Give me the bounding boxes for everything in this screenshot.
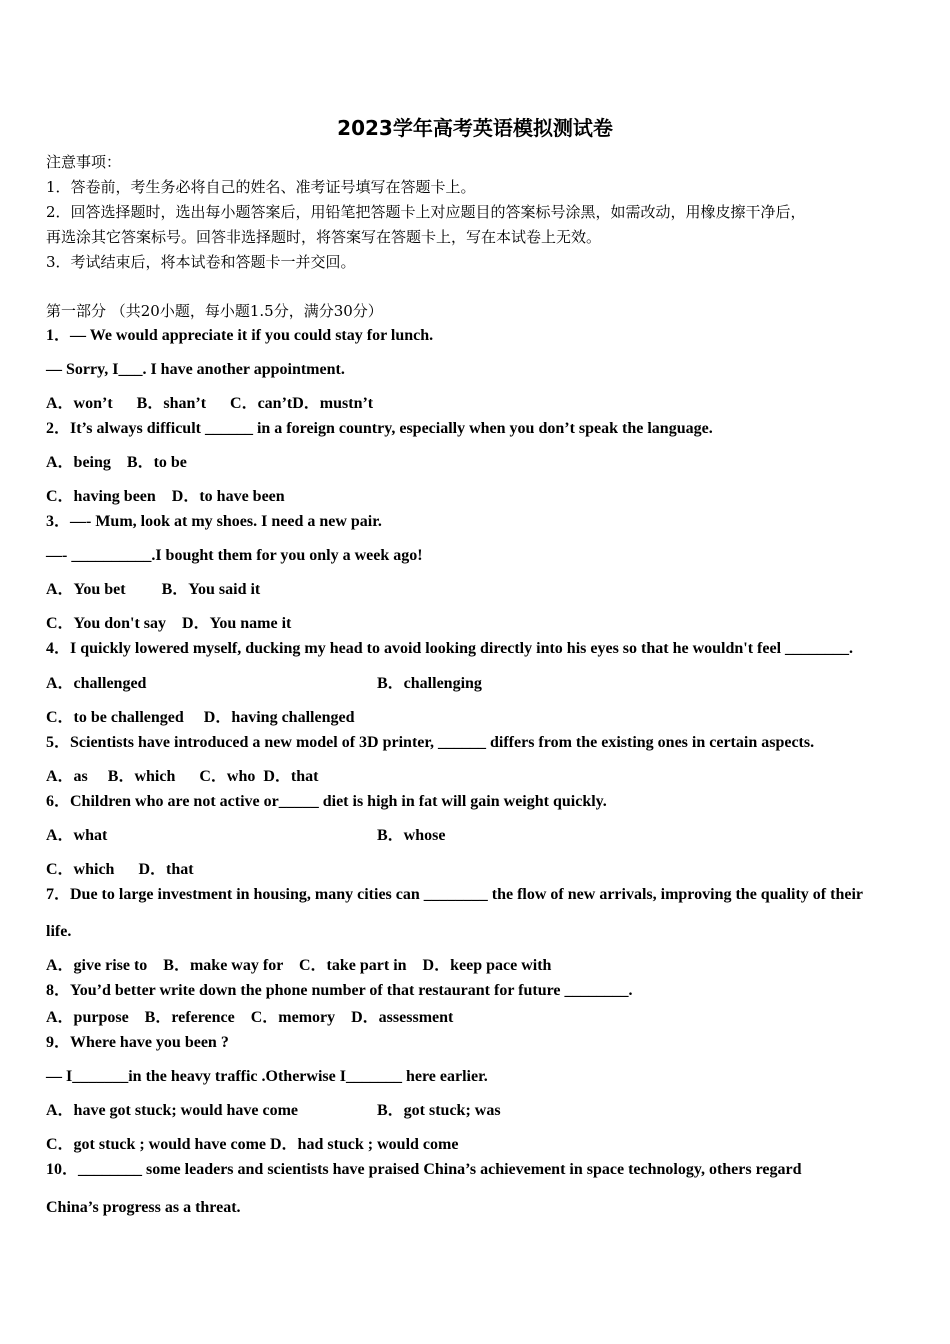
question-9-options-row2: C．got stuck ; would have come D．had stuck ; would come — [46, 1136, 459, 1153]
question-6-stem: 6．Children who are not active or_____ diet is high in fat will gain weight quickly. — [46, 793, 607, 810]
question-2-stem: 2．It’s always difficult ______ in a foreign country, especially when you don’t speak the language. — [46, 420, 713, 437]
question-3-stem: 3．—- Mum, look at my shoes. I need a new pair. — [46, 513, 382, 530]
question-6-option-b: B．whose — [377, 827, 446, 844]
question-2-options-row1: A．being B．to be — [46, 454, 187, 471]
question-8-stem: 8．You’d better write down the phone number of that restaurant for future ________. — [46, 982, 633, 999]
question-10-stem: 10．________ some leaders and scientists have praised China’s achievement in space technology, others regard — [46, 1161, 802, 1178]
question-4-option-a: A．challenged — [46, 675, 147, 692]
question-9-option-b: B．got stuck; was — [377, 1102, 501, 1119]
notice-item: 3．考试结束后，将本试卷和答题卡一并交回。 — [46, 253, 356, 271]
question-8-options: A．purpose B．reference C．memory D．assessment — [46, 1009, 454, 1026]
question-5-stem: 5．Scientists have introduced a new model of 3D printer, ______ differs from the existing ones in certain aspects. — [46, 734, 815, 751]
question-4-stem: 4．I quickly lowered myself, ducking my head to avoid looking directly into his eyes so that he wouldn't feel ________. — [46, 640, 854, 657]
question-9-reply: — I_______in the heavy traffic .Otherwise I_______ here earlier. — [46, 1068, 488, 1085]
question-3-options-row1: A．You bet B．You said it — [46, 581, 261, 598]
question-7-options: A．give rise to B．make way for C．take part in D．keep pace with — [46, 957, 552, 974]
question-10-stem-cont: China’s progress as a threat. — [46, 1199, 241, 1216]
question-1-stem: 1．— We would appreciate it if you could stay for lunch. — [46, 327, 434, 344]
question-9-stem: 9．Where have you been ? — [46, 1034, 229, 1051]
notice-item: 1．答卷前，考生务必将自己的姓名、准考证号填写在答题卡上。 — [46, 178, 476, 196]
question-6-options-row2: C．which D．that — [46, 861, 194, 878]
question-7-stem: 7．Due to large investment in housing, many cities can ________ the flow of new arrivals, improving the quality of their — [46, 886, 864, 903]
question-6-option-a: A．what — [46, 827, 108, 844]
section-heading: 第一部分 （共20小题，每小题1.5分，满分30分） — [46, 302, 383, 320]
page-title: 2023学年高考英语模拟测试卷 — [337, 116, 613, 140]
question-1-options: A．won’t B．shan’t C．can’tD．mustn’t — [46, 395, 374, 412]
question-7-stem-cont: life. — [46, 923, 72, 940]
question-3-reply: —- __________.I bought them for you only a week ago! — [46, 547, 423, 564]
question-3-options-row2: C．You don't say D．You name it — [46, 615, 292, 632]
question-2-options-row2: C．having been D．to have been — [46, 488, 285, 505]
notice-item: 2．回答选择题时，选出每小题答案后，用铅笔把答题卡上对应题目的答案标号涂黑，如需改动，用橡皮擦干净后， — [46, 203, 806, 221]
question-5-options: A．as B．which C．who D．that — [46, 768, 319, 785]
question-9-option-a: A．have got stuck; would have come — [46, 1102, 298, 1119]
question-4-options-row2: C．to be challenged D．having challenged — [46, 709, 355, 726]
question-4-option-b: B．challenging — [377, 675, 482, 692]
question-1-reply: — Sorry, I___. I have another appointment. — [46, 361, 345, 378]
notice-heading: 注意事项： — [46, 153, 122, 171]
notice-item: 再选涂其它答案标号。回答非选择题时，将答案写在答题卡上，写在本试卷上无效。 — [46, 228, 602, 246]
